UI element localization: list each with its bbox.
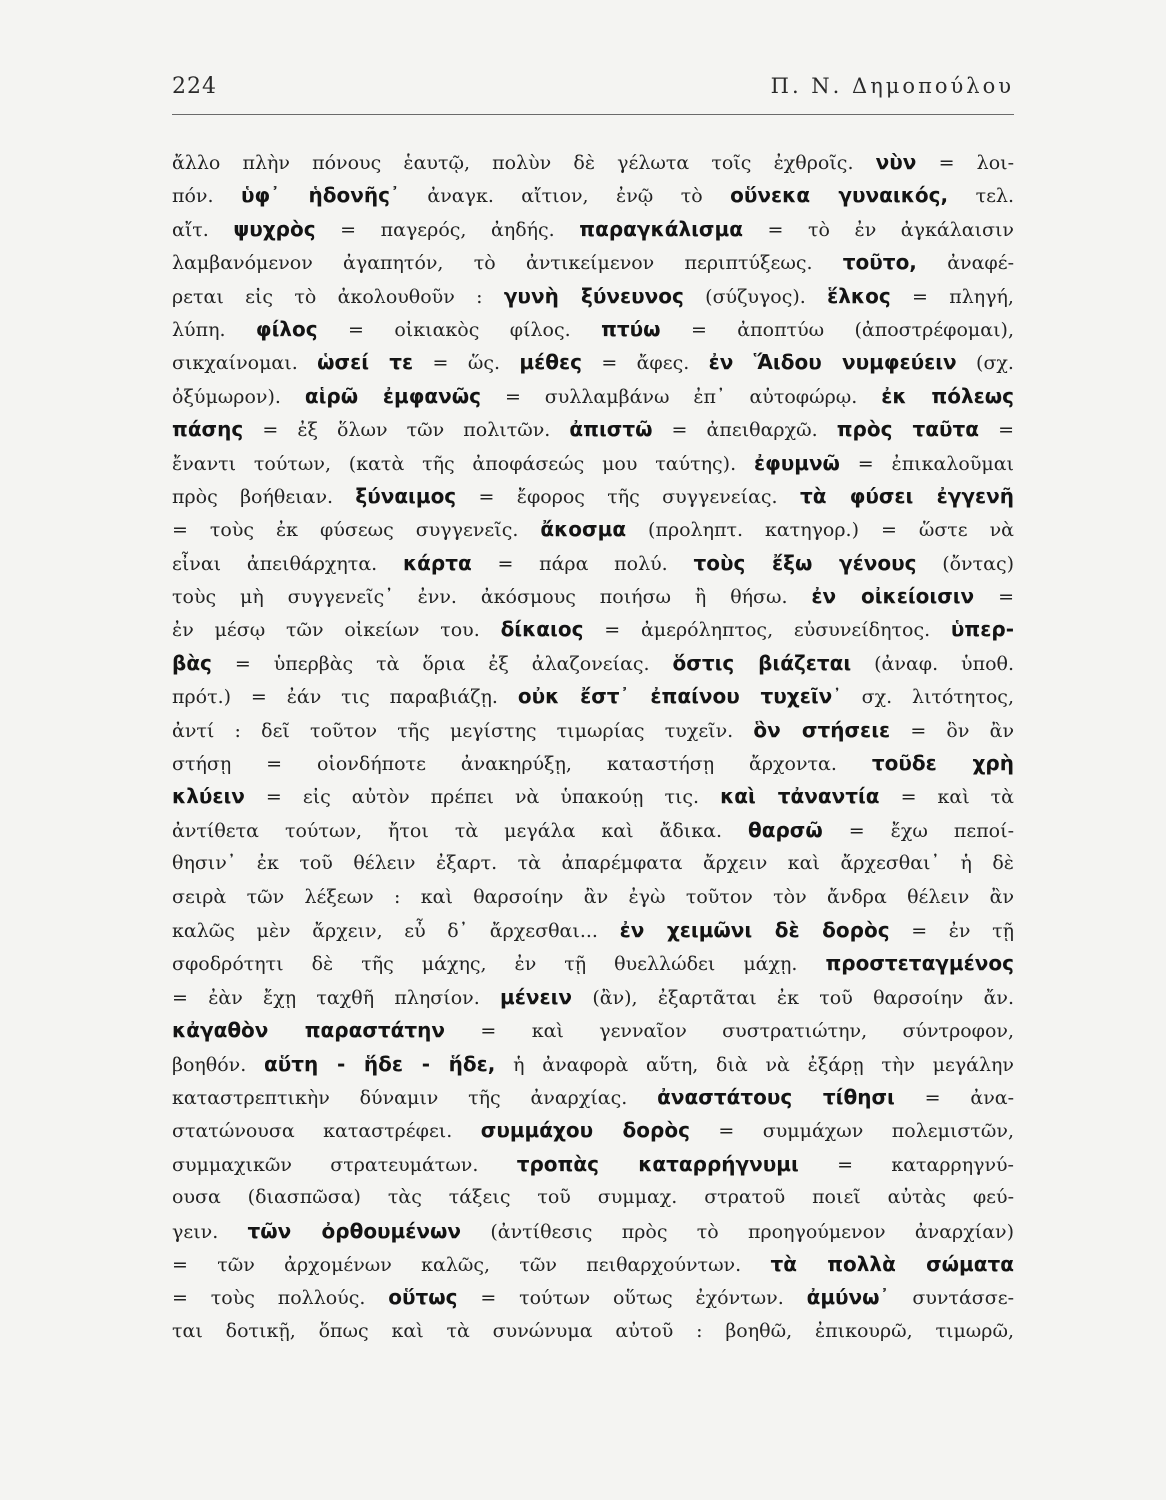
text-line [172,680,1014,713]
gloss-text: αἴτ. [172,218,234,241]
gloss-text: ἔναντι τούτων, (κατὰ τῆς ἀποφάσεώς μου ταύτης). [172,452,754,475]
gloss-text: καταστρεπτικὴν δύναμιν τῆς ἀναρχίας. [172,1086,658,1109]
lemma: ἀναστάτους τίθησι [657,1084,895,1109]
text-line [172,1081,1014,1114]
gloss-text: ρεται εἰς τὸ ἀκολουθοῦν : [172,285,504,308]
lemma: κἀγαθὸν παραστάτην [172,1018,446,1043]
lemma: ὅστις βιάζεται [672,650,852,675]
gloss-text: συντάσσε- [889,1287,1014,1310]
lemma: ὃν στήσειε [753,717,891,742]
lemma: τροπὰς καταρρήγνυμι [516,1151,799,1176]
lemma: ἄκοσμα [540,517,627,542]
lemma: οὕτως [388,1285,458,1310]
lemma: οὕνεκα γυναικός, [730,183,949,208]
lemma: πρὸς ταῦτα [836,417,979,442]
gloss-text: = ἀνα- [894,1086,1014,1109]
gloss-text: ἄλλο πλὴν πόνους ἑαυτῷ, πολὺν δὲ γέλωτα τοῖς ἐχθροῖς. [172,152,876,174]
text-line [172,246,1014,279]
text-line [172,1315,1014,1348]
gloss-text: = ἐὰν ἔχῃ ταχθῆ πλησίον. [172,986,501,1009]
text-line [172,513,1014,546]
text-line [172,413,1014,446]
lemma: ὑφ᾽ ἡδονῆς᾽ [240,183,400,208]
gloss-text: = ὥς. [413,352,520,375]
text-line [172,1248,1014,1281]
gloss-text: = ἐπικαλοῦμαι [839,452,1014,475]
gloss-text: σειρὰ τῶν λέξεων : καὶ θαρσοίην ἂν ἐγὼ τοῦτον τὸν ἄνδρα θέλειν ἂν [172,885,1014,908]
gloss-text: = παγερός, ἀηδής. [315,218,580,241]
gloss-text: = [974,586,1014,609]
gloss-text: στατώνουσα καταστρέφει. [172,1120,481,1143]
gloss-text: καλῶς μὲν ἄρχειν, εὖ δ᾽ ἄρχεσθαι... [172,919,620,942]
text-line [172,1148,1014,1181]
gloss-text: ἀντίθετα τούτων, ἤτοι τὰ μεγάλα καὶ ἄδικα. [172,819,748,842]
gloss-text: πρότ.) = ἐάν τις παραβιάζῃ. [172,686,518,709]
lemma: δίκαιος [500,617,584,642]
lemma: τὰ φύσει ἐγγενῆ [799,483,1014,508]
gloss-text: (προληπτ. κατηγορ.) = ὥστε νὰ [626,519,1014,542]
lemma: ἀμύνω᾽ [806,1285,890,1310]
gloss-text: (σχ. [956,352,1014,375]
lemma: παραγκάλισμα [579,216,743,241]
lemma: ἐν χειμῶνι δὲ δορὸς [619,917,890,942]
gloss-text: = συμμάχων πολεμιστῶν, [689,1120,1014,1143]
text-line [172,447,1014,480]
gloss-text: βοηθόν. [172,1053,265,1076]
text-line [172,847,1014,880]
gloss-text: = ἐξ ὅλων τῶν πολιτῶν. [243,419,570,442]
gloss-text: ἀναγκ. αἴτιον, ἐνῷ τὸ [399,185,731,208]
gloss-text: = εἰς αὐτὸν πρέπει νὰ ὑπακούῃ τις. [244,786,721,809]
gloss-text: εἶναι ἀπειθάρχητα. [172,552,403,575]
gloss-text: (ἀντίθεσις πρὸς τὸ προηγούμενον ἀναρχίαν) [461,1220,1014,1243]
gloss-text: ᾽ σχ. λιτότητος, [832,686,1014,709]
lemma: ψυχρὸς [233,216,316,241]
body-text [172,146,1014,1348]
gloss-text: = συλλαμβάνω ἐπ᾽ αὐτοφώρῳ. [481,385,882,408]
lemma: μέθες [519,350,582,375]
text-line [172,613,1014,646]
lemma: τὰ πολλὰ σώματα [770,1251,1014,1276]
gloss-text: (σύζυγος). [683,285,828,308]
lemma: τοὺς ἔξω γένους [693,550,917,575]
lemma: θαρσῶ [748,817,823,842]
text-line [172,780,1014,813]
gloss-text: πόν. [172,185,241,208]
gloss-text: (ὄντας) [916,552,1015,575]
gloss-text: (ἂν), ἐξαρτᾶται ἐκ τοῦ θαρσοίην ἄν. [572,986,1014,1009]
text-line [172,280,1014,313]
gloss-text: ται δοτικῇ, ὅπως καὶ τὰ συνώνυμα αὐτοῦ : βοηθῶ, ἐπικουρῶ, τιμωρῶ, [172,1319,1014,1342]
gloss-text: = [978,419,1014,442]
lemma: φίλος [255,316,318,341]
gloss-text: = ἐν τῇ [889,919,1014,942]
text-line [172,380,1014,413]
text-line [172,881,1014,914]
gloss-text: = πληγή, [890,285,1014,308]
gloss-text: ουσα (διασπῶσα) τὰς τάξεις τοῦ συμμαχ. στρατοῦ ποιεῖ αὐτὰς φεύ- [172,1186,1014,1209]
lemma: ἐκ πόλεως [881,383,1014,408]
lemma: αὕτη - ἥδε - ἥδε, [264,1051,496,1076]
gloss-text: πρὸς βοήθειαν. [172,485,356,508]
lemma: ἐν οἰκείοισιν [811,584,975,609]
text-line [172,1014,1014,1047]
gloss-text: = πάρα πολύ. [471,552,694,575]
text-line [172,814,1014,847]
gloss-text: = καὶ τὰ [879,786,1014,809]
text-line [172,981,1014,1014]
text-line [172,346,1014,379]
gloss-text: (ἀναφ. ὑποθ. [851,652,1014,675]
lemma: μένειν [500,984,573,1009]
lemma: αἱρῶ ἐμφανῶς [304,383,482,408]
lemma: κάρτα [402,550,472,575]
gloss-text: = ἄφες. [581,352,709,375]
lemma: πάσης [172,417,244,442]
gloss-text: = τούτων οὕτως ἐχόντων. [457,1287,807,1310]
gloss-text: συμμαχικῶν στρατευμάτων. [172,1153,517,1176]
text-line [172,1215,1014,1248]
text-line [172,1281,1014,1314]
gloss-text: = τοὺς ἐκ φύσεως συγγενεῖς. [172,519,541,542]
gloss-text: = τὸ ἐν ἀγκάλαισιν [742,218,1014,241]
gloss-text: ἐν μέσῳ τῶν οἰκείων του. [172,619,501,642]
text-line [172,1181,1014,1214]
gloss-text: = ἔχω πεποί- [822,819,1014,842]
lemma: βὰς [172,650,212,675]
gloss-text: σικχαίνομαι. [172,352,318,375]
lemma: τοῦτο, [842,250,917,275]
gloss-text: τελ. [948,185,1015,208]
gloss-text: = ἀμερόληπτος, εὐσυνείδητος. [583,619,951,642]
gloss-text: ἀναφέ- [916,252,1014,275]
page-header [172,74,1014,114]
lemma: οὐκ ἔστ᾽ ἐπαίνου τυχεῖν [517,684,833,709]
lemma: προστεταγμένος [825,951,1014,976]
gloss-text: = καταρρηγνύ- [798,1153,1014,1176]
gloss-text: = ἀπειθαρχῶ. [652,419,837,442]
text-line [172,179,1014,212]
lemma: ἕλκος [827,283,891,308]
text-line [172,914,1014,947]
gloss-text: = ὃν ἂν [890,719,1014,742]
text-line [172,747,1014,780]
lemma: ἐν Ἅιδου νυμφεύειν [708,350,957,375]
lemma: νὺν [875,150,917,174]
gloss-text: = οἰκιακὸς φίλος. [317,318,602,341]
gloss-text: = τῶν ἀρχομένων καλῶς, τῶν πειθαρχούντων. [172,1253,771,1276]
gloss-text: = ἀποπτύω (ἀποστρέφομαι), [660,318,1015,341]
gloss-text: ὀξύμωρον). [172,385,305,408]
gloss-text: γειν. [172,1220,248,1243]
lemma: πτύω [601,316,661,341]
gloss-text: σφοδρότητι δὲ τῆς μάχης, ἐν τῇ θυελλώδει μάχῃ. [172,953,826,976]
gloss-text: τοὺς μὴ συγγενεῖς᾽ ἐνν. ἀκόσμους ποιήσω ἢ θήσω. [172,586,812,609]
lemma: ὡσεί τε [317,350,414,375]
lemma: τῶν ὀρθουμένων [247,1218,462,1243]
gloss-text: θησιν᾽ ἐκ τοῦ θέλειν ἐξαρτ. τὰ ἀπαρέμφατα ἄρχειν καὶ ἄρχεσθαι᾽ ἡ δὲ [172,852,1014,875]
text-line [172,580,1014,613]
gloss-text: = λοι- [916,152,1015,174]
text-line [172,714,1014,747]
lemma: ὑπερ- [950,617,1014,642]
lemma: συμμάχου δορὸς [480,1118,690,1143]
lemma: τοῦδε χρὴ [871,751,1014,776]
running-head: Π. Ν. Δημοπούλου [770,74,1014,98]
text-line [172,1114,1014,1147]
lemma: ἀπιστῶ [569,417,653,442]
gloss-text: = τοὺς πολλούς. [172,1287,389,1310]
text-line [172,480,1014,513]
gloss-text: στήσῃ = οἱονδήποτε ἀνακηρύξῃ, καταστήσῃ ἄρχοντα. [172,753,872,776]
gloss-text: = ἔφορος τῆς συγγενείας. [456,485,800,508]
gloss-text: ἀντί : δεῖ τοῦτον τῆς μεγίστης τιμωρίας τυχεῖν. [172,719,754,742]
text-line [172,213,1014,246]
lemma: καὶ τἀναντία [720,784,880,809]
text-line [172,947,1014,980]
gloss-text: = ὑπερβὰς τὰ ὅρια ἐξ ἀλαζονείας. [211,652,673,675]
lemma: ξύναιμος [355,483,457,508]
text-line [172,1048,1014,1081]
lemma: ἐφυμνῶ [753,450,840,475]
page-number: 224 [172,74,217,99]
gloss-text: λύπη. [172,318,256,341]
gloss-text: = καὶ γενναῖον συστρατιώτην, σύντροφον, [445,1020,1015,1043]
lemma: κλύειν [172,784,245,809]
gloss-text: ἡ ἀναφορὰ αὕτη, διὰ νὰ ἐξάρῃ τὴν μεγάλην [495,1053,1014,1076]
lemma: γυνὴ ξύνευνος [503,283,684,308]
header-rule [172,114,1014,115]
text-line [172,313,1014,346]
text-line [172,547,1014,580]
gloss-text: λαμβανόμενον ἀγαπητόν, τὸ ἀντικείμενον περιπτύξεως. [172,252,843,275]
text-line [172,647,1014,680]
text-line [172,146,1014,179]
